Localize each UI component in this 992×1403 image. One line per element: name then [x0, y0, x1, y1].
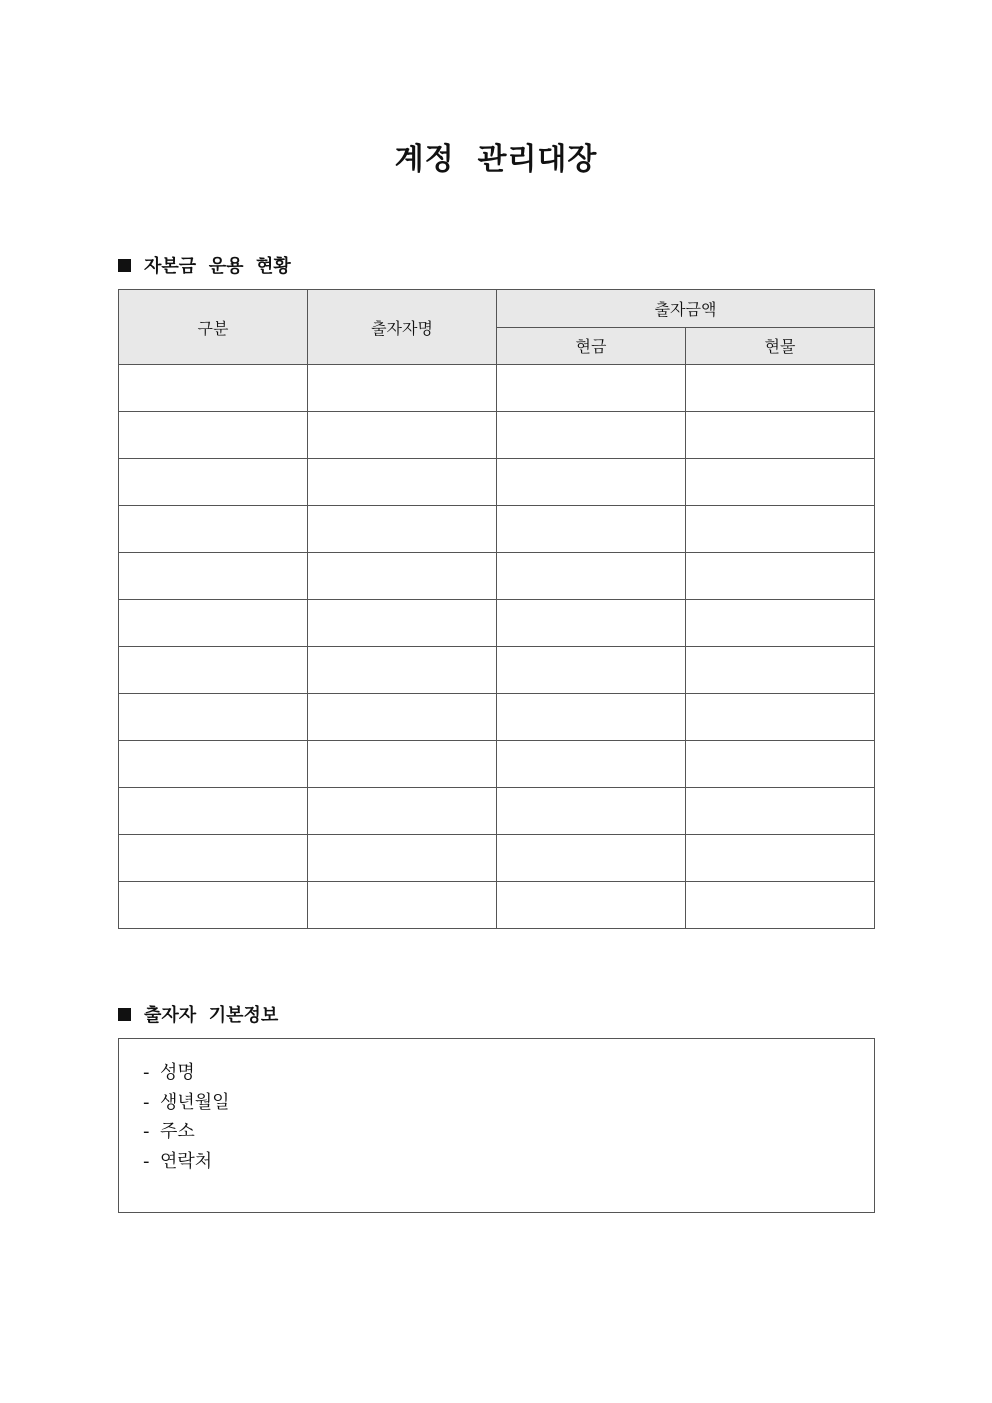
table-cell: [497, 694, 686, 741]
table-cell: [686, 600, 875, 647]
table-row: [119, 694, 875, 741]
table-cell: [119, 788, 308, 835]
table-cell: [308, 553, 497, 600]
table-cell: [497, 412, 686, 459]
table-cell: [119, 600, 308, 647]
table-cell: [497, 459, 686, 506]
table-cell: [308, 788, 497, 835]
table-cell: [308, 694, 497, 741]
table-cell: [686, 506, 875, 553]
list-item-bullet: -: [143, 1062, 150, 1083]
table-cell: [119, 694, 308, 741]
section-heading-investor-text: 출자자 기본정보: [144, 1005, 279, 1026]
list-item-label: 연락처: [160, 1150, 213, 1172]
table-cell: [119, 553, 308, 600]
table-cell: [497, 741, 686, 788]
table-cell: [119, 835, 308, 882]
table-row: [119, 835, 875, 882]
table-cell: [686, 647, 875, 694]
table-cell: [686, 882, 875, 929]
header-cash: 현금: [497, 327, 686, 365]
table-cell: [308, 506, 497, 553]
table-cell: [308, 741, 497, 788]
table-row: [119, 553, 875, 600]
list-item-bullet: -: [143, 1150, 150, 1172]
square-bullet-icon: [118, 1008, 131, 1021]
table-cell: [119, 365, 308, 412]
table-row: [119, 412, 875, 459]
table-row: [119, 882, 875, 929]
list-item: [143, 1058, 874, 1088]
table-cell: [497, 835, 686, 882]
table-cell: [308, 647, 497, 694]
table-cell: [119, 412, 308, 459]
table-cell: [686, 365, 875, 412]
table-cell: [686, 788, 875, 835]
table-cell: [686, 741, 875, 788]
table-cell: [686, 412, 875, 459]
investor-info-list: [119, 1039, 874, 1176]
table-row: [119, 647, 875, 694]
list-item-label: 생년월일: [160, 1091, 230, 1113]
table-row: [119, 741, 875, 788]
table-cell: [308, 600, 497, 647]
table-cell: [308, 412, 497, 459]
capital-table: [118, 289, 875, 929]
table-cell: [119, 506, 308, 553]
document-title: 계정 관리대장: [394, 142, 598, 177]
table-cell: [308, 835, 497, 882]
table-row: [119, 506, 875, 553]
investor-info-box: [118, 1038, 875, 1213]
table-cell: [497, 788, 686, 835]
table-cell: [686, 459, 875, 506]
list-item-bullet: -: [143, 1121, 150, 1142]
list-item: [143, 1088, 874, 1118]
table-cell: [497, 600, 686, 647]
table-cell: [497, 553, 686, 600]
table-cell: [497, 647, 686, 694]
table-cell: [308, 882, 497, 929]
square-bullet-icon: [118, 259, 131, 272]
table-cell: [119, 647, 308, 694]
table-cell: [686, 553, 875, 600]
header-investor-name: 출자자명: [308, 290, 497, 365]
list-item-label: 성명: [160, 1062, 195, 1083]
section-heading-capital: [118, 252, 291, 278]
section-heading-capital-text: 자본금 운용 현황: [144, 256, 291, 277]
list-item: [143, 1147, 874, 1177]
header-in-kind: 현물: [686, 327, 875, 365]
table-row: [119, 365, 875, 412]
table-row: [119, 459, 875, 506]
table-cell: [119, 882, 308, 929]
table-cell: [686, 694, 875, 741]
section-heading-investor: [118, 1001, 278, 1027]
table-cell: [119, 459, 308, 506]
list-item-label: 주소: [160, 1121, 195, 1142]
capital-table-body: [119, 365, 875, 929]
table-cell: [308, 459, 497, 506]
table-cell: [497, 882, 686, 929]
header-investment-amount: 출자금액: [497, 290, 875, 328]
table-cell: [686, 835, 875, 882]
table-cell: [119, 741, 308, 788]
table-cell: [497, 506, 686, 553]
list-item: [143, 1117, 874, 1147]
table-cell: [497, 365, 686, 412]
list-item-bullet: -: [143, 1091, 150, 1113]
table-cell: [308, 365, 497, 412]
table-row: [119, 788, 875, 835]
table-row: [119, 600, 875, 647]
header-category: 구분: [119, 290, 308, 365]
